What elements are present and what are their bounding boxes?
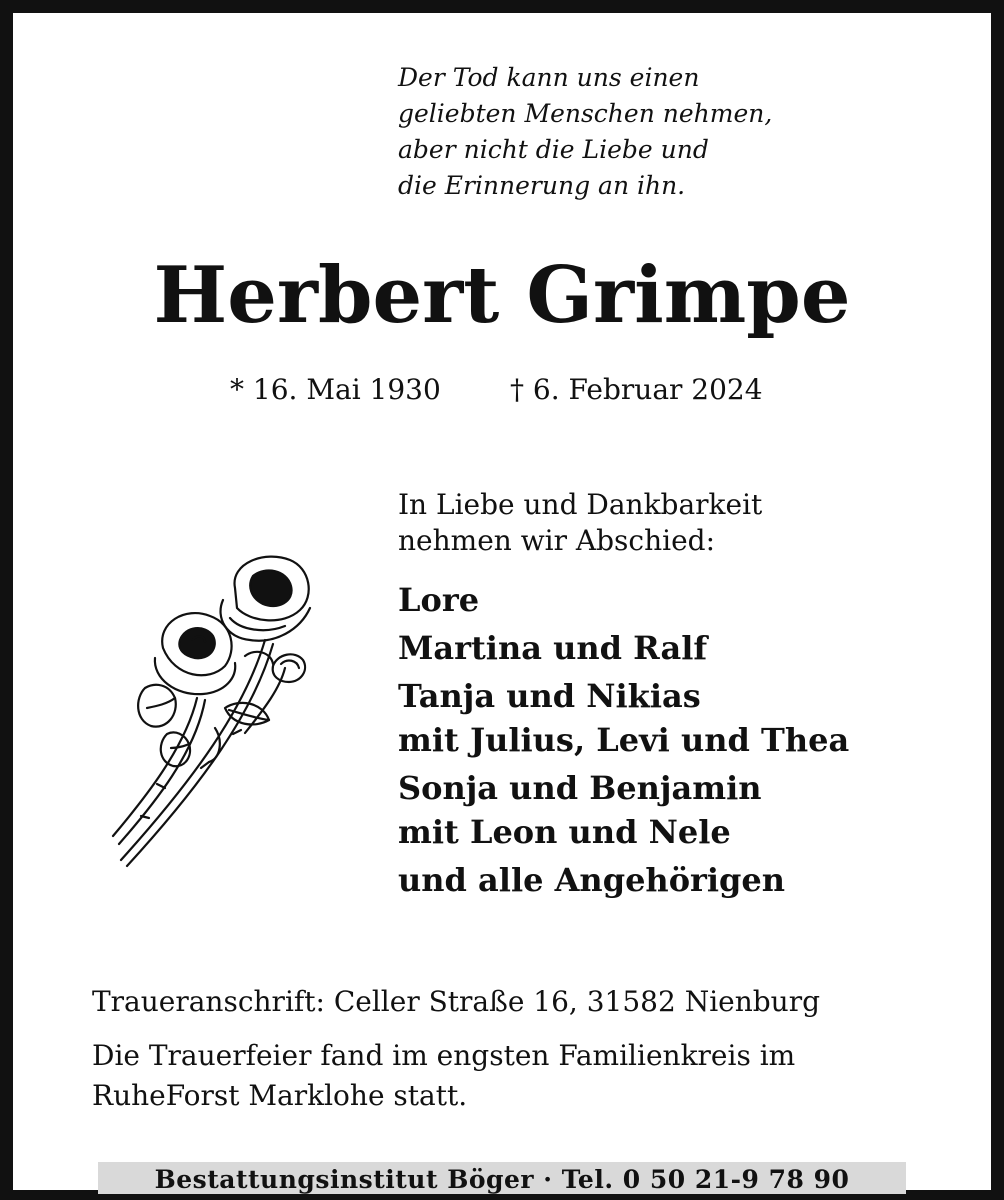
quote-line: geliebten Menschen nehmen, [398, 99, 773, 128]
mourner-name: Tanja und Nikias [398, 677, 701, 715]
farewell-line: nehmen wir Abschied: [398, 524, 716, 557]
roses-icon [105, 548, 320, 868]
farewell-text [398, 487, 762, 559]
funeral-home-footer: Bestattungsinstitut Böger · Tel. 0 50 21-9 78 90 [98, 1162, 906, 1194]
birth-date: * 16. Mai 1930 [230, 373, 441, 406]
ceremony-line: RuheForst Marklohe statt. [92, 1079, 468, 1112]
mourner-name: mit Leon und Nele [398, 813, 731, 851]
quote-line: die Erinnerung an ihn. [398, 171, 686, 200]
ceremony-note [92, 1036, 795, 1116]
mourner-name: mit Julius, Levi und Thea [398, 721, 850, 759]
mourner-name: Martina und Ralf [398, 629, 708, 667]
farewell-line: In Liebe und Dankbarkeit [398, 488, 763, 521]
death-date: † 6. Februar 2024 [510, 373, 763, 406]
quote-line: aber nicht die Liebe und [398, 135, 709, 164]
ceremony-line: Die Trauerfeier fand im engsten Familienkreis im [92, 1039, 796, 1072]
mourning-address: Traueranschrift: Celler Straße 16, 31582 Nienburg [92, 985, 821, 1018]
mourner-name: Sonja und Benjamin [398, 769, 762, 807]
mourner-name: und alle Angehörigen [398, 861, 786, 899]
mourner-name: Lore [398, 581, 480, 619]
mourners-list [398, 578, 849, 902]
quote-line: Der Tod kann uns einen [398, 63, 700, 92]
memorial-quote [398, 60, 772, 204]
deceased-name: Herbert Grimpe [153, 250, 851, 341]
